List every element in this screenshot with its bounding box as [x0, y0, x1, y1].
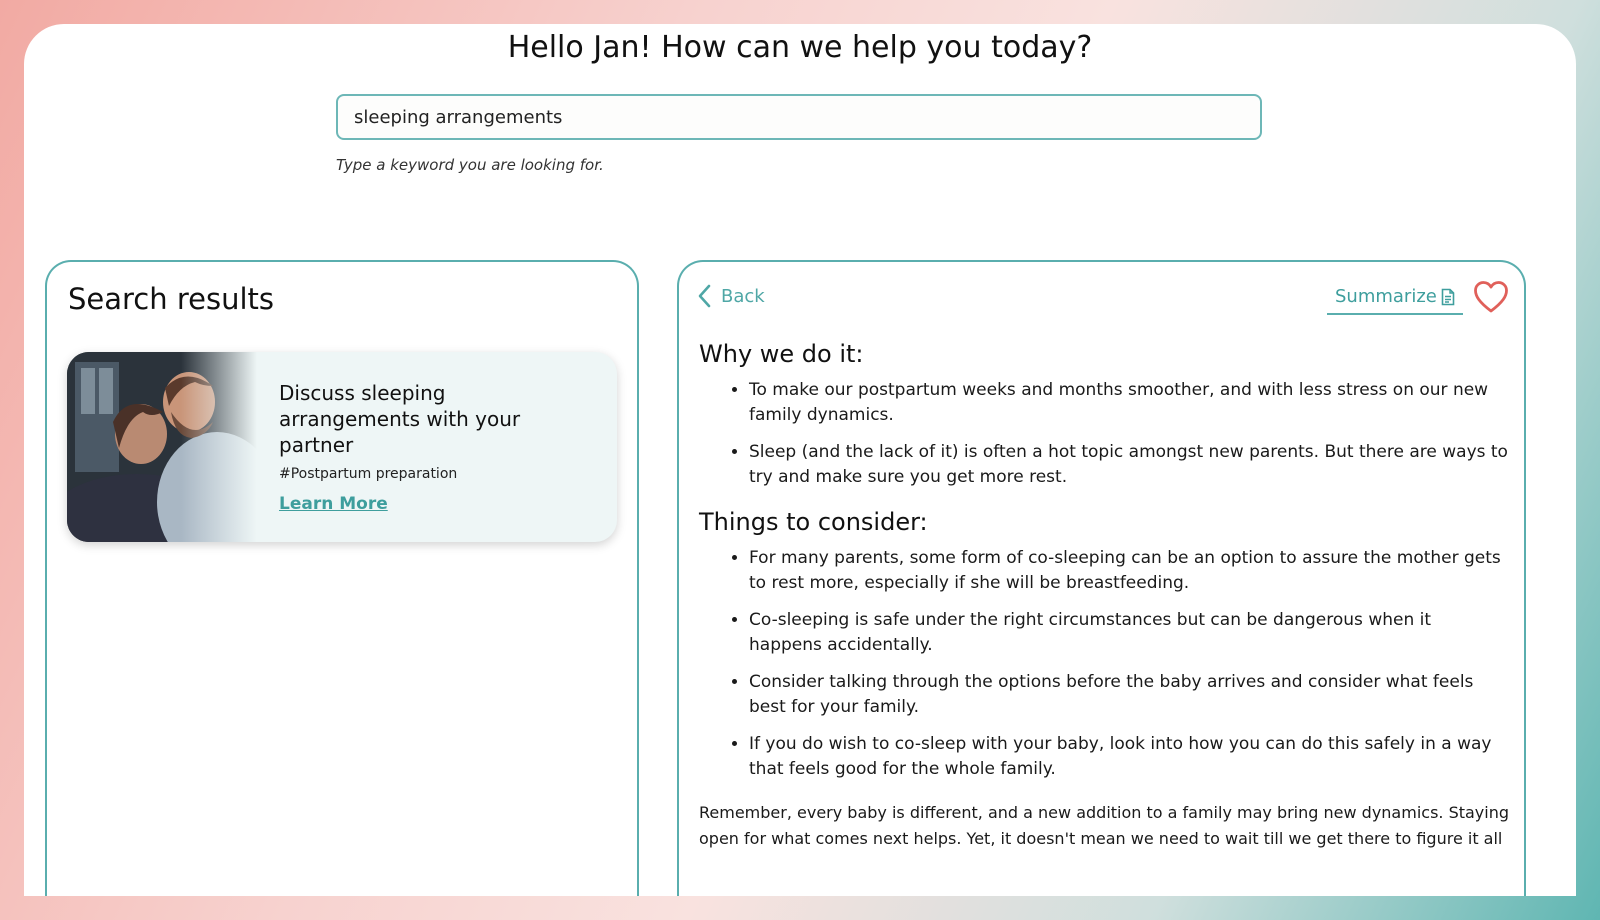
list-item: • To make our postpartum weeks and months smoother, and with less stress on our new family dynamics. — [749, 378, 1509, 428]
summarize-button[interactable] — [1327, 284, 1463, 315]
result-card-title: Discuss sleeping arrangements with your partner — [279, 381, 521, 457]
section-heading: Things to consider: — [699, 508, 928, 536]
learn-more-link[interactable]: Learn More — [279, 494, 388, 514]
list-item: • For many parents, some form of co-sleeping can be an option to assure the mother gets to rest more, especially if she will be breastfeeding. — [749, 546, 1509, 596]
search-results-title: Search results — [68, 282, 275, 316]
document-icon — [1441, 288, 1455, 306]
chevron-left-icon — [697, 284, 711, 308]
back-button[interactable] — [697, 284, 765, 308]
bullet-list — [699, 546, 1509, 782]
list-item: • Sleep (and the lack of it) is often a hot topic amongst new parents. But there are ways to try and make sure you get more rest. — [749, 440, 1509, 490]
page-title: Hello Jan! How can we help you today? — [507, 30, 1093, 65]
result-card-tag: #Postpartum preparation — [279, 466, 458, 482]
search-results-panel — [45, 260, 639, 896]
list-item: • Consider talking through the options before the baby arrives and consider what feels best for your family. — [749, 670, 1509, 720]
article-body — [699, 340, 1509, 852]
couple-sleeping-image — [67, 352, 257, 542]
bullet-list — [699, 378, 1509, 490]
section-heading: Why we do it: — [699, 340, 864, 368]
result-card[interactable] — [67, 352, 617, 542]
couple-sleeping-illustration — [67, 352, 257, 542]
search-hint: Type a keyword you are looking for. — [336, 156, 604, 174]
favorite-button[interactable] — [1473, 280, 1509, 314]
list-item: • If you do wish to co-sleep with your baby, look into how you can do this safely in a way that feels good for the whole family. — [749, 732, 1509, 782]
list-item: • Co-sleeping is safe under the right circumstances but can be dangerous when it happens accidentally. — [749, 608, 1509, 658]
heart-icon — [1473, 280, 1509, 314]
article-detail-panel — [677, 260, 1526, 896]
closing-paragraph: Remember, every baby is different, and a new addition to a family may bring new dynamics. Staying open for what comes next helps. Yet, it doesn't mean we need to wait till we get there to figure it all — [699, 803, 1510, 848]
app-frame — [24, 24, 1576, 896]
summarize-label: Summarize — [1335, 286, 1437, 307]
search-input[interactable] — [336, 94, 1262, 140]
back-label: Back — [721, 285, 765, 307]
